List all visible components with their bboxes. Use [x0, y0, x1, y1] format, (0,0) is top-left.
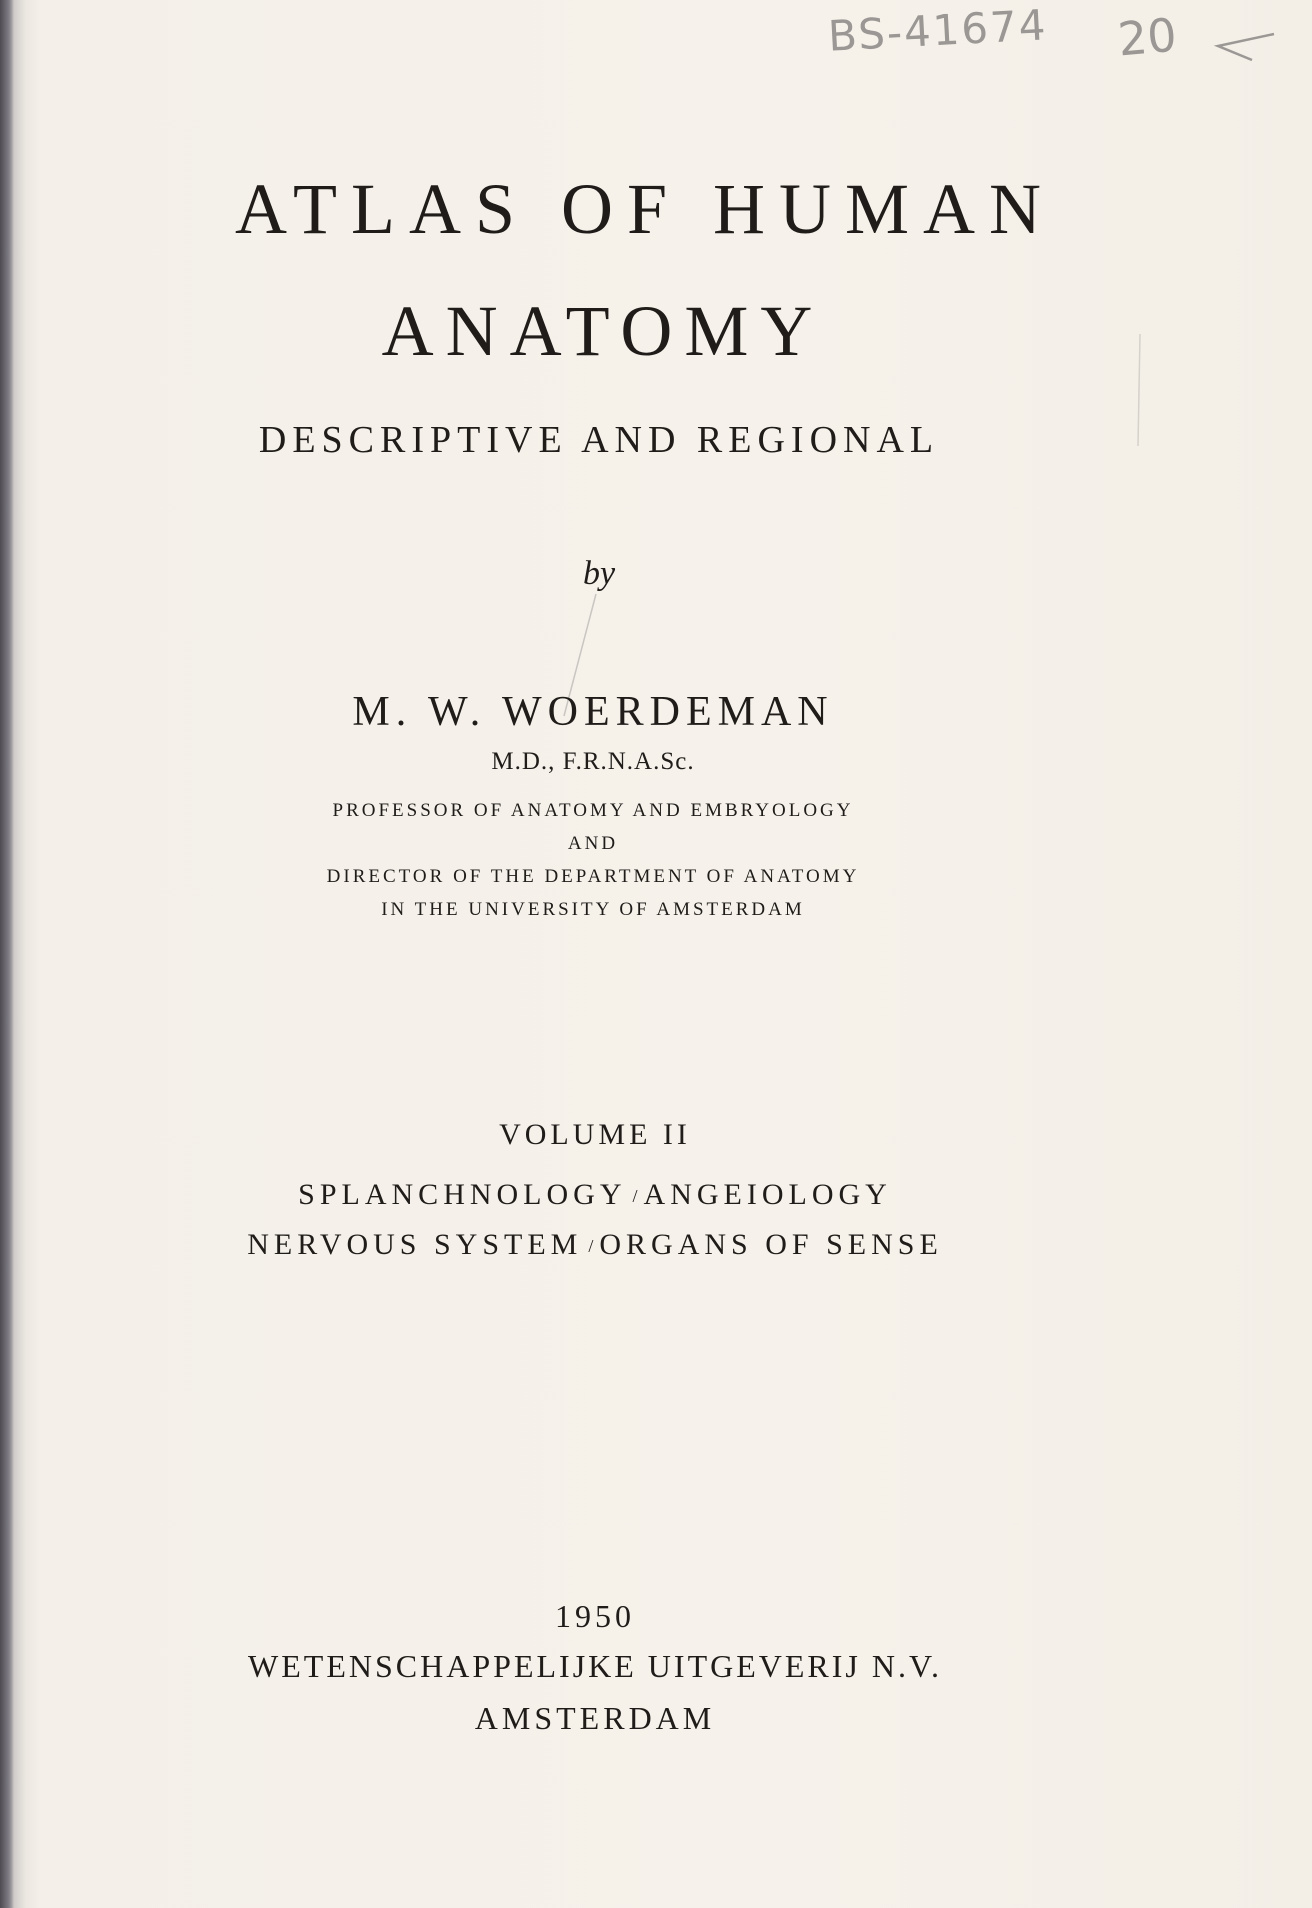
book-title-line-1: ATLAS OF HUMAN: [234, 169, 1056, 249]
volume-subjects-line-2: [0, 1228, 1210, 1262]
subject: SPLANCHNOLOGY: [298, 1178, 627, 1211]
subject-separator: /: [588, 1236, 594, 1256]
subject: ANGEIOLOGY: [643, 1178, 892, 1211]
handwritten-price: 20: [1115, 7, 1179, 67]
volume-number: VOLUME II: [499, 1118, 691, 1151]
author-name: M. W. WOERDEMAN: [352, 689, 834, 735]
publication-year: 1950: [555, 1598, 635, 1634]
volume-subjects-line-1: [0, 1178, 1210, 1212]
book-subtitle: DESCRIPTIVE AND REGIONAL: [258, 419, 940, 461]
author-position-line: AND: [567, 833, 619, 854]
author-position-line: IN THE UNIVERSITY OF AMSTERDAM: [381, 899, 805, 920]
author-position-line: DIRECTOR OF THE DEPARTMENT OF ANATOMY: [326, 866, 860, 887]
publisher-name: WETENSCHAPPELIJKE UITGEVERIJ N.V.: [248, 1648, 942, 1684]
subject: NERVOUS SYSTEM: [247, 1228, 583, 1261]
author-position-line: PROFESSOR OF ANATOMY AND EMBRYOLOGY: [332, 800, 854, 821]
publisher-city: AMSTERDAM: [474, 1700, 716, 1736]
by-line: by: [582, 555, 616, 592]
subject-separator: /: [632, 1186, 638, 1206]
book-title-line-2: ANATOMY: [381, 291, 825, 371]
handwritten-arrow-icon: [1208, 28, 1278, 68]
author-degrees: M.D., F.R.N.A.Sc.: [491, 748, 695, 775]
subject: ORGANS OF SENSE: [599, 1228, 943, 1261]
handwritten-catalog-code: BS-41674: [826, 0, 1049, 61]
